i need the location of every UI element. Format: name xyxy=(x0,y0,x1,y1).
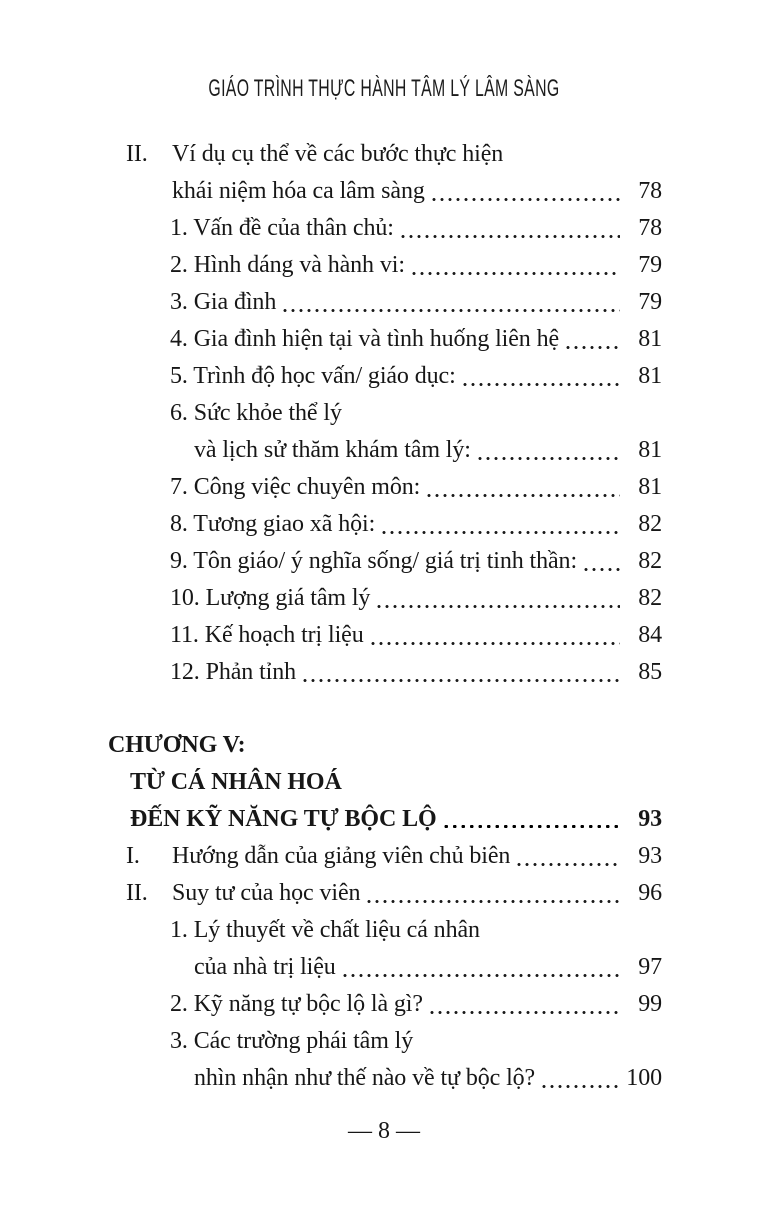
entry-text: 10. Lượng giá tâm lý xyxy=(170,585,371,611)
dot-leader xyxy=(369,617,620,654)
toc-entry xyxy=(106,247,662,284)
toc-entry xyxy=(106,432,662,469)
dot-leader xyxy=(442,801,620,838)
dot-leader xyxy=(399,210,620,247)
entry-text: 6. Sức khỏe thể lý xyxy=(170,400,342,426)
chapter-heading-line xyxy=(106,801,662,838)
toc-entry xyxy=(106,543,662,580)
entry-text: 4. Gia đình hiện tại và tình huống liên hệ xyxy=(170,326,560,352)
dot-leader xyxy=(281,284,620,321)
toc-entry xyxy=(106,358,662,395)
page-number: 93 xyxy=(638,843,662,869)
entry-text: CHƯƠNG V: xyxy=(108,732,246,758)
toc-entry xyxy=(106,395,662,432)
page-number: 78 xyxy=(638,178,662,204)
entry-text: của nhà trị liệu xyxy=(194,954,336,980)
toc-entry xyxy=(106,136,662,173)
entry-text: 8. Tương giao xã hội: xyxy=(170,511,376,537)
toc-entry xyxy=(106,1023,662,1060)
dot-leader xyxy=(341,949,620,986)
running-header-text: GIÁO TRÌNH THỰC HÀNH TÂM LÝ LÂM SÀNG xyxy=(208,75,560,102)
toc-entry xyxy=(106,654,662,691)
entry-text: TỪ CÁ NHÂN HOÁ xyxy=(130,769,342,795)
page-number: 78 xyxy=(638,215,662,241)
toc-entry xyxy=(106,580,662,617)
page-number: 93 xyxy=(638,806,662,832)
entry-text: 1. Lý thuyết về chất liệu cá nhân xyxy=(170,917,480,943)
table-of-contents xyxy=(106,136,662,1097)
entry-text: 7. Công việc chuyên môn: xyxy=(170,474,421,500)
page-number: 100 xyxy=(626,1065,662,1091)
running-header xyxy=(0,76,768,102)
entry-text: và lịch sử thăm khám tâm lý: xyxy=(194,437,471,463)
entry-text: ĐẾN KỸ NĂNG TỰ BỘC LỘ xyxy=(130,806,437,832)
toc-entry xyxy=(106,321,662,358)
toc-entry xyxy=(106,1060,662,1097)
toc-entry xyxy=(106,617,662,654)
entry-numeral: I. xyxy=(126,843,140,869)
entry-text: 2. Hình dáng và hành vi: xyxy=(170,252,405,278)
dot-leader xyxy=(301,654,620,691)
page-number: 84 xyxy=(638,622,662,648)
dot-leader xyxy=(564,321,620,358)
entry-text: khái niệm hóa ca lâm sàng xyxy=(172,178,425,204)
entry-numeral: II. xyxy=(126,141,148,167)
folio-page-number: — 8 — xyxy=(348,1118,420,1144)
entry-text: Ví dụ cụ thể về các bước thực hiện xyxy=(172,141,504,167)
entry-text: 3. Gia đình xyxy=(170,289,277,315)
chapter-heading-line xyxy=(106,764,662,801)
toc-entry xyxy=(106,210,662,247)
page-number: 99 xyxy=(638,991,662,1017)
page-number: 82 xyxy=(638,511,662,537)
entry-text: Hướng dẫn của giảng viên chủ biên xyxy=(172,843,511,869)
toc-entry xyxy=(106,284,662,321)
entry-text: 5. Trình độ học vấn/ giáo dục: xyxy=(170,363,456,389)
entry-text: 3. Các trường phái tâm lý xyxy=(170,1028,414,1054)
dot-leader xyxy=(375,580,620,617)
dot-leader xyxy=(540,1060,620,1097)
entry-text: 11. Kế hoạch trị liệu xyxy=(170,622,364,648)
toc-entry xyxy=(106,875,662,912)
entry-text: 12. Phản tỉnh xyxy=(170,659,297,685)
toc-entry xyxy=(106,173,662,210)
entry-text: 9. Tôn giáo/ ý nghĩa sống/ giá trị tinh thần: xyxy=(170,548,578,574)
toc-entry xyxy=(106,838,662,875)
dot-leader xyxy=(410,247,620,284)
section-gap xyxy=(106,691,662,727)
dot-leader xyxy=(365,875,620,912)
page-number: 81 xyxy=(638,474,662,500)
page-number: 79 xyxy=(638,289,662,315)
page-number: 81 xyxy=(638,326,662,352)
dot-leader xyxy=(425,469,620,506)
toc-entry xyxy=(106,986,662,1023)
page-number: 96 xyxy=(638,880,662,906)
toc-entry xyxy=(106,949,662,986)
dot-leader xyxy=(428,986,620,1023)
page-number: 85 xyxy=(638,659,662,685)
dot-leader xyxy=(430,173,620,210)
toc-entry xyxy=(106,506,662,543)
entry-text: nhìn nhận như thế nào về tự bộc lộ? xyxy=(194,1065,536,1091)
page-number: 82 xyxy=(638,548,662,574)
dot-leader xyxy=(515,838,620,875)
page-number: 79 xyxy=(638,252,662,278)
entry-text: 2. Kỹ năng tự bộc lộ là gì? xyxy=(170,991,423,1017)
entry-text: 1. Vấn đề của thân chủ: xyxy=(170,215,394,241)
entry-text: Suy tư của học viên xyxy=(172,880,361,906)
page-number: 81 xyxy=(638,363,662,389)
toc-entry xyxy=(106,469,662,506)
page-number: 81 xyxy=(638,437,662,463)
page-number: 97 xyxy=(638,954,662,980)
entry-numeral: II. xyxy=(126,880,148,906)
dot-leader xyxy=(476,432,620,469)
dot-leader xyxy=(461,358,620,395)
toc-entry xyxy=(106,912,662,949)
dot-leader xyxy=(380,506,620,543)
dot-leader xyxy=(582,543,620,580)
page-number: 82 xyxy=(638,585,662,611)
chapter-heading xyxy=(106,727,662,764)
